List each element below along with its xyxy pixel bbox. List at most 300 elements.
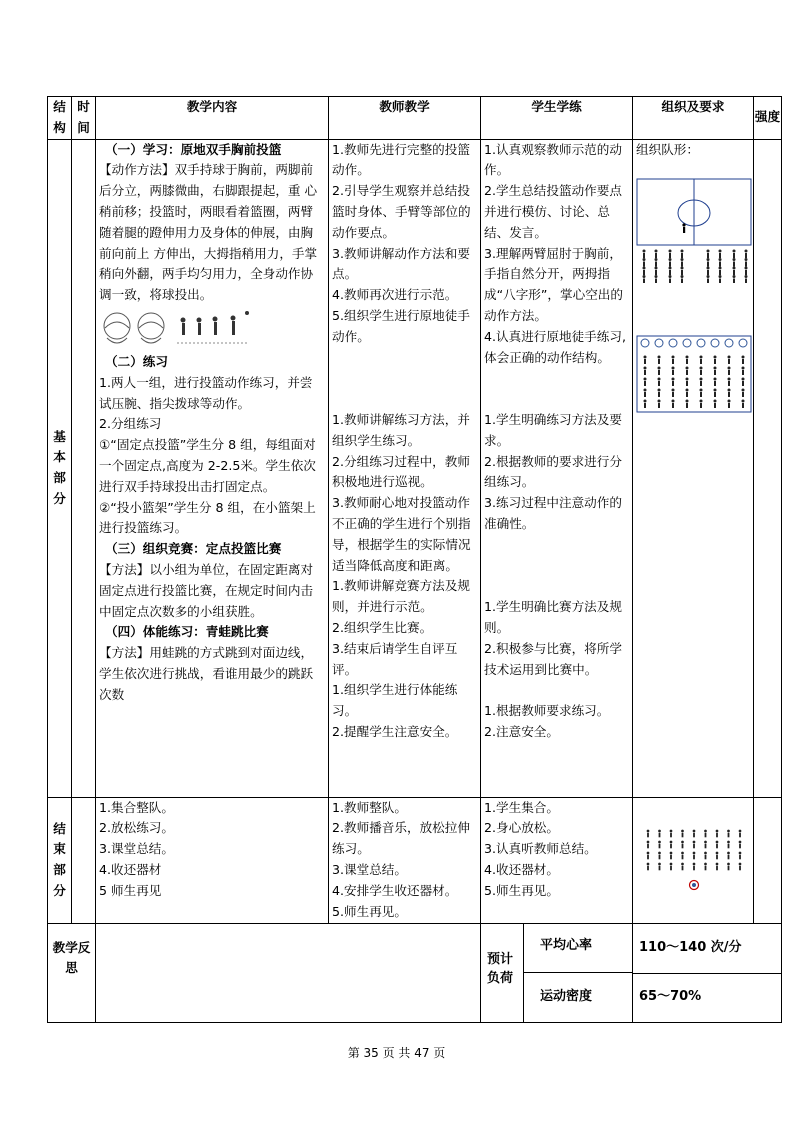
student-figure-icon [693, 863, 696, 866]
student-figure-icon [681, 262, 683, 267]
student-figure-icon [742, 403, 744, 408]
student-figure-icon [681, 267, 684, 270]
student-figure-icon [700, 367, 703, 370]
student-figure-icon [739, 833, 741, 838]
teacher-item: 1.教师讲解练习方法，并组织学生练习。 [332, 411, 470, 448]
student-figure-icon [693, 841, 696, 844]
student-figure-icon [742, 381, 744, 386]
student-figure-icon [643, 262, 645, 267]
student-figure-icon [669, 275, 672, 278]
student-figure-icon [707, 267, 710, 270]
student-figure-icon [686, 359, 688, 364]
teacher-item: 1.组织学生进行体能练习。 [332, 682, 458, 719]
student-figure-icon [719, 258, 722, 261]
student-figure-icon [727, 852, 730, 855]
student-figure-icon [700, 392, 702, 397]
target-point-icon [711, 339, 719, 347]
basic-section-row [48, 139, 782, 797]
student-item: 1.学生明确比赛方法及规则。 [484, 599, 622, 635]
student-figure-icon [681, 852, 684, 855]
student-figure-icon [670, 866, 672, 871]
content-paragraph: 2.分组练习 [99, 416, 162, 432]
student-figure-icon [716, 830, 719, 833]
student-figure-icon [686, 378, 689, 381]
student-figure-icon [728, 359, 730, 364]
student-figure-icon [672, 381, 674, 386]
student-figure-icon [669, 267, 672, 270]
student-figure-icon [700, 400, 703, 403]
student-figure-icon [733, 270, 735, 275]
student-figure-icon [719, 253, 721, 258]
student-figure-icon [716, 866, 718, 871]
student-figure-icon [686, 389, 689, 392]
teacher-item: 2.组织学生比赛。 [332, 619, 433, 635]
basic-time-cell [72, 139, 96, 797]
student-figure-icon [704, 830, 707, 833]
student-item: 4.认真进行原地徒手练习,体会正确的动作结构。 [484, 328, 626, 365]
teacher-item: 1.教师讲解竞赛方法及规则，并进行示范。 [332, 578, 470, 615]
student-figure-icon [681, 253, 683, 258]
student-figure-icon [658, 403, 660, 408]
student-figure-icon [719, 262, 721, 267]
student-figure-icon [728, 844, 730, 849]
student-figure-icon [714, 370, 716, 375]
lesson-plan-table [47, 96, 782, 1023]
student-figure-icon [745, 253, 747, 258]
student-figure-icon [693, 855, 695, 860]
student-figure-icon [733, 258, 736, 261]
student-figure-icon [647, 844, 649, 849]
header-teacher: 教师教学 [329, 97, 481, 140]
teacher-item: 2.引导学生观察并总结投篮时身体、手臂等部位的动作要点。 [332, 183, 471, 240]
student-figure-icon [655, 279, 657, 284]
header-student: 学生学练 [481, 97, 633, 140]
teacher-item: 1.教师先进行完整的投篮动作。 [332, 141, 470, 178]
target-point-icon [641, 339, 649, 347]
student-figure-icon [681, 250, 684, 253]
student-figure-icon [728, 356, 731, 359]
student-figure-icon [672, 400, 675, 403]
page-footer: 第 35 页 共 47 页 [347, 1046, 446, 1060]
ending-student-item: 3.认真听教师总结。 [484, 841, 597, 857]
student-figure-icon [704, 863, 707, 866]
content-paragraph: ②“投小篮架”学生分 8 组，在小篮架上进行投篮练习。 [99, 499, 316, 536]
ending-content-item: 5 师生再见 [99, 882, 162, 898]
student-figure-icon [700, 403, 702, 408]
student-figure-icon [658, 370, 660, 375]
student-figure-icon [647, 833, 649, 838]
student-figure-icon [655, 262, 657, 267]
student-figure-icon [658, 367, 661, 370]
target-point-icon [683, 339, 691, 347]
student-figure-icon [739, 855, 741, 860]
student-figure-icon [742, 359, 744, 364]
student-figure-icon [681, 841, 684, 844]
student-figure-icon [700, 381, 702, 386]
student-figure-icon [658, 389, 661, 392]
target-point-icon [739, 339, 747, 347]
student-figure-icon [719, 270, 721, 275]
student-figure-icon [739, 830, 742, 833]
student-figure-icon [655, 250, 658, 253]
student-figure-icon [670, 852, 673, 855]
student-figure-icon [681, 275, 684, 278]
ending-student-item: 1.学生集合。 [484, 799, 559, 815]
bottom-row-1 [48, 923, 782, 974]
student-figure-icon [643, 258, 646, 261]
student-figure-icon [742, 370, 744, 375]
ending-teacher-cell [329, 797, 481, 923]
student-figure-icon [644, 367, 647, 370]
student-figure-icon [714, 403, 716, 408]
teacher-item: 5.组织学生进行原地徒手动作。 [332, 307, 470, 344]
student-figure-icon [655, 253, 657, 258]
student-figure-icon [728, 855, 730, 860]
student-figure-icon [745, 262, 747, 267]
ending-student-item: 4.收还器材。 [484, 861, 559, 877]
student-figure-icon [693, 830, 696, 833]
student-figure-icon [733, 275, 736, 278]
student-figure-icon [700, 389, 703, 392]
student-figure-icon [733, 250, 736, 253]
student-figure-icon [728, 392, 730, 397]
header-row [48, 97, 782, 140]
formation-diagram-2 [636, 335, 752, 413]
student-figure-icon [682, 833, 684, 838]
student-figure-icon [742, 378, 745, 381]
student-figure-icon [681, 270, 683, 275]
content-paragraph: 【动作方法】双手持球于胸前，两脚前后分立，两膝微曲，右脚跟提起，重 心稍前移；投篮时，两眼看着篮圈，两臂随着腿的蹬伸用力及身体的伸展，由胸前向前上 方伸出，大拇指稍用力，手掌稍向外翻，两手均匀用力，全身动作协调一致，将球投出。 [99, 162, 318, 303]
student-figure-icon [659, 844, 661, 849]
student-figure-icon [733, 279, 735, 284]
content-paragraph: 【方法】以小组为单位，在固定距离对固定点进行投篮比赛，在规定时间内击中固定点次数多的小组获胜。 [99, 561, 314, 619]
student-figure-icon [670, 855, 672, 860]
student-figure-icon [681, 279, 683, 284]
student-figure-icon [647, 855, 649, 860]
student-figure-icon [682, 844, 684, 849]
teacher-item: 3.结束后请学生自评互评。 [332, 640, 458, 677]
student-figure-icon [742, 367, 745, 370]
student-item: 1.根据教师要求练习。 [484, 703, 610, 719]
student-figure-icon [728, 389, 731, 392]
teacher-item: 2.提醒学生注意安全。 [332, 723, 458, 739]
ending-section-label: 结束部分 [48, 797, 72, 923]
student-item: 2.积极参与比赛，将所学技术运用到比赛中。 [484, 640, 622, 677]
student-figure-icon [658, 359, 660, 364]
student-figure-icon [672, 392, 674, 397]
student-figure-icon [644, 381, 646, 386]
student-figure-icon [727, 863, 730, 866]
student-figure-icon [672, 403, 674, 408]
student-figure-icon [716, 855, 718, 860]
reflection-cell [96, 923, 481, 1022]
student-figure-icon [672, 359, 674, 364]
student-figure-icon [669, 258, 672, 261]
student-figure-icon [659, 833, 661, 838]
student-figure-icon [707, 258, 710, 261]
student-figure-icon [658, 841, 661, 844]
student-figure-icon [681, 863, 684, 866]
basic-organization-cell [633, 139, 754, 797]
student-figure-icon [647, 852, 650, 855]
student-figure-icon [647, 866, 649, 871]
reflection-label: 教学反思 [48, 923, 96, 1022]
student-figure-icon [739, 863, 742, 866]
ending-teacher-item: 3.课堂总结。 [332, 861, 407, 877]
student-figure-icon [739, 844, 741, 849]
formation-diagram-1 [636, 163, 752, 283]
student-figure-icon [739, 841, 742, 844]
ending-content-item: 2.放松练习。 [99, 820, 174, 836]
target-point-icon [725, 339, 733, 347]
ending-section-row [48, 797, 782, 923]
student-item: 1.认真观察教师示范的动作。 [484, 141, 622, 178]
student-figure-icon [670, 844, 672, 849]
content-heading: （一）学习：原地双手胸前投篮 [105, 141, 282, 157]
student-figure-icon [728, 403, 730, 408]
student-figure-icon [714, 359, 716, 364]
target-point-icon [669, 339, 677, 347]
student-figure-icon [705, 833, 707, 838]
basic-content-cell [96, 139, 329, 797]
student-figure-icon [670, 863, 673, 866]
heart-rate-label: 平均心率 [524, 924, 632, 973]
content-paragraph: 【方法】用蛙跳的方式跳到对面边线，学生依次进行挑战，看谁用最少的跳跃次数 [99, 645, 314, 702]
student-figure-icon [707, 250, 710, 253]
student-figure-icon [719, 275, 722, 278]
student-figure-icon [644, 392, 646, 397]
student-figure-icon [647, 830, 650, 833]
student-figure-icon [742, 356, 745, 359]
student-figure-icon [669, 270, 671, 275]
content-heading: （四）体能练习：青蛙跳比赛 [105, 624, 269, 640]
student-figure-icon [728, 378, 731, 381]
student-figure-icon [669, 279, 671, 284]
student-figure-icon [714, 392, 716, 397]
student-figure-icon [686, 356, 689, 359]
student-figure-icon [704, 841, 707, 844]
header-structure: 结构 [48, 97, 72, 140]
student-figure-icon [681, 830, 684, 833]
shooting-illustration [99, 310, 259, 350]
student-figure-icon [643, 250, 646, 253]
student-figure-icon [672, 389, 675, 392]
header-organization: 组织及要求 [633, 97, 754, 140]
student-figure-icon [644, 378, 647, 381]
student-figure-icon [659, 866, 661, 871]
student-figure-icon [658, 400, 661, 403]
student-figure-icon [716, 844, 718, 849]
student-figure-icon [686, 392, 688, 397]
content-paragraph: 1.两人一组，进行投篮动作练习，并尝试压腕、指尖拨球等动作。 [99, 374, 313, 411]
density-value: 65～70% [633, 974, 782, 1023]
student-figure-icon [727, 841, 730, 844]
student-figure-icon [670, 841, 673, 844]
student-figure-icon [670, 833, 672, 838]
student-figure-icon [658, 392, 660, 397]
student-figure-icon [745, 258, 748, 261]
ending-student-item: 5.师生再见。 [484, 882, 559, 898]
student-figure-icon [693, 833, 695, 838]
basic-section-label: 基本部分 [48, 139, 72, 797]
student-figure-icon [728, 381, 730, 386]
student-figure-icon [705, 855, 707, 860]
student-figure-icon [719, 267, 722, 270]
student-figure-icon [728, 370, 730, 375]
student-figure-icon [707, 270, 709, 275]
student-figure-icon [714, 389, 717, 392]
student-item: 2.学生总结投篮动作要点并进行模仿、讨论、总结、发言。 [484, 183, 622, 240]
student-figure-icon [672, 356, 675, 359]
student-figure-icon [658, 381, 660, 386]
student-figure-icon [700, 370, 702, 375]
student-item: 1.学生明确练习方法及要求。 [484, 411, 622, 448]
student-figure-icon [686, 400, 689, 403]
student-figure-icon [714, 378, 717, 381]
organization-label: 组织队形： [636, 141, 699, 157]
ending-student-item: 2.身心放松。 [484, 820, 559, 836]
teacher-item: 3.教师讲解动作方法和要点。 [332, 245, 470, 282]
student-figure-icon [644, 403, 646, 408]
student-item: 3.练习过程中注意动作的准确性。 [484, 495, 622, 531]
basic-teacher-cell [329, 139, 481, 797]
student-figure-icon [745, 267, 748, 270]
load-label: 预计负荷 [487, 951, 514, 986]
student-figure-icon [658, 356, 661, 359]
student-figure-icon [714, 367, 717, 370]
content-paragraph: ①“固定点投篮”学生分 8 组，每组面对一个固定点,高度为 2-2.5米。学生依次进行双手持球投出击打固定点。 [99, 437, 316, 494]
student-figure-icon [643, 253, 645, 258]
student-figure-icon [644, 356, 647, 359]
student-item: 2.根据教师的要求进行分组练习。 [484, 453, 622, 490]
student-figure-icon [707, 275, 710, 278]
student-figure-icon [643, 270, 645, 275]
load-cell [481, 923, 633, 1022]
student-figure-icon [745, 279, 747, 284]
ending-teacher-item: 1.教师整队。 [332, 799, 407, 815]
density-label: 运动密度 [540, 988, 593, 1004]
ending-content-item: 1.集合整队。 [99, 799, 174, 815]
student-figure-icon [658, 852, 661, 855]
target-point-icon [697, 339, 705, 347]
ending-organization-cell [633, 797, 754, 923]
student-figure-icon [644, 400, 647, 403]
student-figure-icon [739, 852, 742, 855]
student-figure-icon [719, 250, 722, 253]
student-figure-icon [655, 267, 658, 270]
student-figure-icon [700, 356, 703, 359]
student-figure-icon [714, 356, 717, 359]
student-figure-icon [672, 370, 674, 375]
student-figure-icon [719, 279, 721, 284]
student-figure-icon [681, 258, 684, 261]
ending-content-item: 4.收还器材 [99, 861, 162, 877]
ending-time-cell [72, 797, 96, 923]
student-figure-icon [707, 253, 709, 258]
student-figure-icon [700, 378, 703, 381]
basic-intensity-cell [754, 139, 782, 797]
student-figure-icon [672, 367, 675, 370]
basic-student-cell [481, 139, 633, 797]
student-figure-icon [727, 830, 730, 833]
student-figure-icon [658, 378, 661, 381]
student-figure-icon [658, 830, 661, 833]
student-figure-icon [682, 866, 684, 871]
student-figure-icon [655, 275, 658, 278]
student-figure-icon [716, 852, 719, 855]
student-figure-icon [693, 844, 695, 849]
teacher-item: 4.教师再次进行示范。 [332, 287, 458, 303]
student-figure-icon [647, 841, 650, 844]
student-figure-icon [714, 381, 716, 386]
student-figure-icon [644, 359, 646, 364]
student-figure-icon [669, 253, 671, 258]
ending-intensity-cell [754, 797, 782, 923]
student-figure-icon [655, 258, 658, 261]
student-figure-icon [672, 378, 675, 381]
student-figure-icon [705, 844, 707, 849]
student-figure-icon [728, 400, 731, 403]
student-figure-icon [693, 866, 695, 871]
student-figure-icon [669, 262, 671, 267]
content-heading: （三）组织竞赛：定点投篮比赛 [105, 541, 282, 557]
student-figure-icon [693, 852, 696, 855]
student-figure-icon [644, 370, 646, 375]
student-figure-icon [705, 866, 707, 871]
header-content: 教学内容 [96, 97, 329, 140]
header-intensity: 强度 [754, 97, 782, 140]
student-item: 3.理解两臂屈肘于胸前，手指自然分开，两拇指成“八字形”，掌心空出的动作方法。 [484, 245, 623, 323]
target-point-icon [655, 339, 663, 347]
student-figure-icon [733, 267, 736, 270]
content-heading: （二）练习 [105, 353, 168, 369]
student-figure-icon [707, 279, 709, 284]
student-figure-icon [739, 866, 741, 871]
student-figure-icon [733, 253, 735, 258]
header-time: 时间 [72, 97, 96, 140]
student-figure-icon [643, 279, 645, 284]
student-figure-icon [658, 863, 661, 866]
heart-rate-value: 110～140 次/分 [633, 923, 782, 974]
student-figure-icon [643, 275, 646, 278]
student-figure-icon [745, 250, 748, 253]
student-figure-icon [659, 855, 661, 860]
student-figure-icon [714, 400, 717, 403]
student-figure-icon [643, 267, 646, 270]
student-figure-icon [728, 367, 731, 370]
student-figure-icon [686, 370, 688, 375]
student-figure-icon [745, 275, 748, 278]
formation-diagram-3 [636, 825, 752, 895]
student-figure-icon [716, 833, 718, 838]
teacher-item: 2.分组练习过程中，教师积极地进行巡视。 [332, 453, 470, 490]
student-figure-icon [686, 403, 688, 408]
student-figure-icon [686, 381, 688, 386]
student-figure-icon [669, 250, 672, 253]
ending-teacher-item: 5.师生再见。 [332, 903, 407, 919]
student-figure-icon [716, 841, 719, 844]
student-figure-icon [742, 392, 744, 397]
student-figure-icon [670, 830, 673, 833]
student-figure-icon [655, 270, 657, 275]
student-figure-icon [682, 855, 684, 860]
student-figure-icon [707, 262, 709, 267]
teacher-item: 3.教师耐心地对投篮动作不正确的学生进行个别指导，根据学生的实际情况适当降低高度和距离。 [332, 495, 471, 573]
student-figure-icon [704, 852, 707, 855]
ending-teacher-item: 2.教师播音乐，放松拉伸练习。 [332, 820, 470, 857]
student-figure-icon [745, 270, 747, 275]
student-figure-icon [733, 262, 735, 267]
